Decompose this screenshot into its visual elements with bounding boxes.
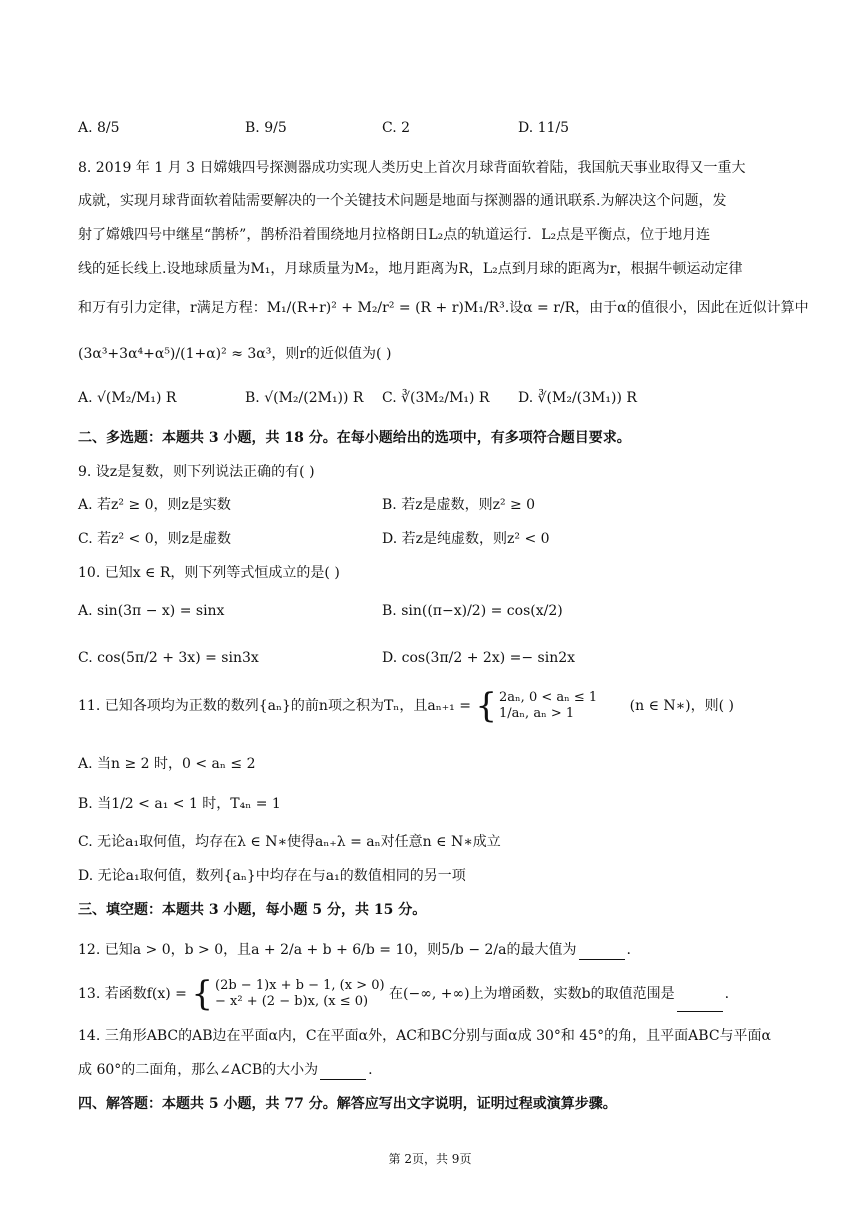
q8-line-2: 成就，实现月球背面软着陆需要解决的一个关键技术问题是地面与探测器的通讯联系.为解决这个问题，发	[78, 193, 727, 209]
q11-option-c: C. 无论a₁取何值，均存在λ ∈ N∗使得aₙ₊λ = aₙ对任意n ∈ N∗成立	[78, 834, 501, 850]
left-brace-glyph: {	[475, 686, 498, 726]
q11-case-2: 1/aₙ, aₙ > 1	[499, 706, 575, 721]
q11-stem	[78, 688, 734, 724]
section-2-heading: 二、多选题：本题共 3 小题，共 18 分。在每小题给出的选项中，有多项符合题目要求。	[78, 430, 631, 446]
q7-option-c: C. 2	[382, 120, 411, 136]
q11-option-b: B. 当1/2 < a₁ < 1 时，T₄ₙ = 1	[78, 796, 281, 812]
q12-text: 12. 已知a > 0，b > 0，且a + 2/a + b + 6/b = 10，则5/b − 2/a的最大值为	[78, 942, 577, 958]
q7-option-b: B. 9/5	[245, 120, 287, 136]
q14-line-2	[78, 1060, 373, 1080]
q13-stem	[78, 976, 729, 1012]
q10-option-c: C. cos(5π/2 + 3x) = sin3x	[78, 650, 259, 666]
q13-suffix: 在(−∞, +∞)上为增函数，实数b的取值范围是	[389, 986, 675, 1002]
q13-answer-blank[interactable]	[677, 997, 723, 1012]
q11-stem-prefix: 11. 已知各项均为正数的数列{aₙ}的前n项之积为Tₙ，且aₙ₊₁ =	[78, 698, 471, 714]
q14-text: 成 60°的二面角，那么∠ACB的大小为	[78, 1062, 319, 1078]
q13-case-2: − x² + (2 − b)x, (x ≤ 0)	[215, 994, 369, 1009]
section-4-heading: 四、解答题：本题共 5 小题，共 77 分。解答应写出文字说明，证明过程或演算步骤。	[78, 1096, 617, 1112]
q13-case-1: (2b − 1)x + b − 1, (x > 0)	[215, 978, 385, 993]
q14-answer-blank[interactable]	[320, 1065, 366, 1080]
q11-option-d: D. 无论a₁取何值，数列{aₙ}中均存在与a₁的数值相同的另一项	[78, 868, 466, 884]
q8-option-b: B. √(M₂/(2M₁)) R	[245, 390, 364, 406]
q11-stem-suffix: (n ∈ N∗)，则( )	[629, 698, 734, 714]
q8-line-4: 线的延长线上.设地球质量为M₁，月球质量为M₂，地月距离为R，L₂点到月球的距离为r，根据牛顿运动定律	[78, 261, 743, 277]
q11-option-a: A. 当n ≥ 2 时，0 < aₙ ≤ 2	[78, 756, 256, 772]
q7-option-d: D. 11/5	[518, 120, 570, 136]
q9-option-b: B. 若z是虚数，则z² ≥ 0	[382, 497, 536, 513]
q8-option-d: D. ∛(M₂/(3M₁)) R	[518, 390, 637, 406]
q13-end: .	[724, 986, 730, 1002]
q8-option-c: C. ∛(3M₂/M₁) R	[382, 390, 490, 406]
q11-piecewise	[475, 686, 598, 726]
q9-option-a: A. 若z² ≥ 0，则z是实数	[78, 497, 231, 513]
q8-option-a: A. √(M₂/M₁) R	[78, 390, 177, 406]
q12-end: .	[626, 942, 631, 958]
q9-option-d: D. 若z是纯虚数，则z² < 0	[382, 531, 550, 547]
q13-piecewise	[191, 974, 385, 1014]
q14-end: .	[368, 1062, 373, 1078]
q11-case-1: 2aₙ, 0 < aₙ ≤ 1	[499, 690, 598, 705]
q12-stem	[78, 940, 631, 960]
q9-stem: 9. 设z是复数，则下列说法正确的有( )	[78, 464, 315, 480]
q9-option-c: C. 若z² < 0，则z是虚数	[78, 531, 232, 547]
q10-option-d: D. cos(3π/2 + 2x) =− sin2x	[382, 650, 576, 666]
q8-line-5: 和万有引力定律，r满足方程：M₁/(R+r)² + M₂/r² = (R + r)M₁/R³.设α = r/R，由于α的值很小，因此在近似计算中	[78, 300, 809, 316]
q12-answer-blank[interactable]	[579, 945, 625, 960]
q8-line-6: (3α³+3α⁴+α⁵)/(1+α)² ≈ 3α³，则r的近似值为( )	[78, 346, 392, 362]
q10-stem: 10. 已知x ∈ R，则下列等式恒成立的是( )	[78, 565, 340, 581]
left-brace-glyph: {	[191, 974, 213, 1014]
q13-prefix: 13. 若函数f(x) =	[78, 986, 187, 1002]
q8-line-3: 射了嫦娥四号中继星“鹊桥”，鹊桥沿着围绕地月拉格朗日L₂点的轨道运行．L₂点是平衡点，位于地月连	[78, 227, 711, 243]
q8-line-1: 8. 2019 年 1 月 3 日嫦娥四号探测器成功实现人类历史上首次月球背面软着陆，我国航天事业取得又一重大	[78, 160, 746, 176]
q7-option-a: A. 8/5	[78, 120, 120, 136]
section-3-heading: 三、填空题：本题共 3 小题，每小题 5 分，共 15 分。	[78, 902, 427, 918]
q10-option-b: B. sin((π−x)/2) = cos(x/2)	[382, 603, 563, 619]
q14-line-1: 14. 三角形ABC的AB边在平面α内，C在平面α外，AC和BC分别与面α成 30°和 45°的角，且平面ABC与平面α	[78, 1028, 771, 1044]
page-footer: 第 2页，共 9页	[388, 1152, 472, 1166]
q10-option-a: A. sin(3π − x) = sinx	[78, 603, 225, 619]
